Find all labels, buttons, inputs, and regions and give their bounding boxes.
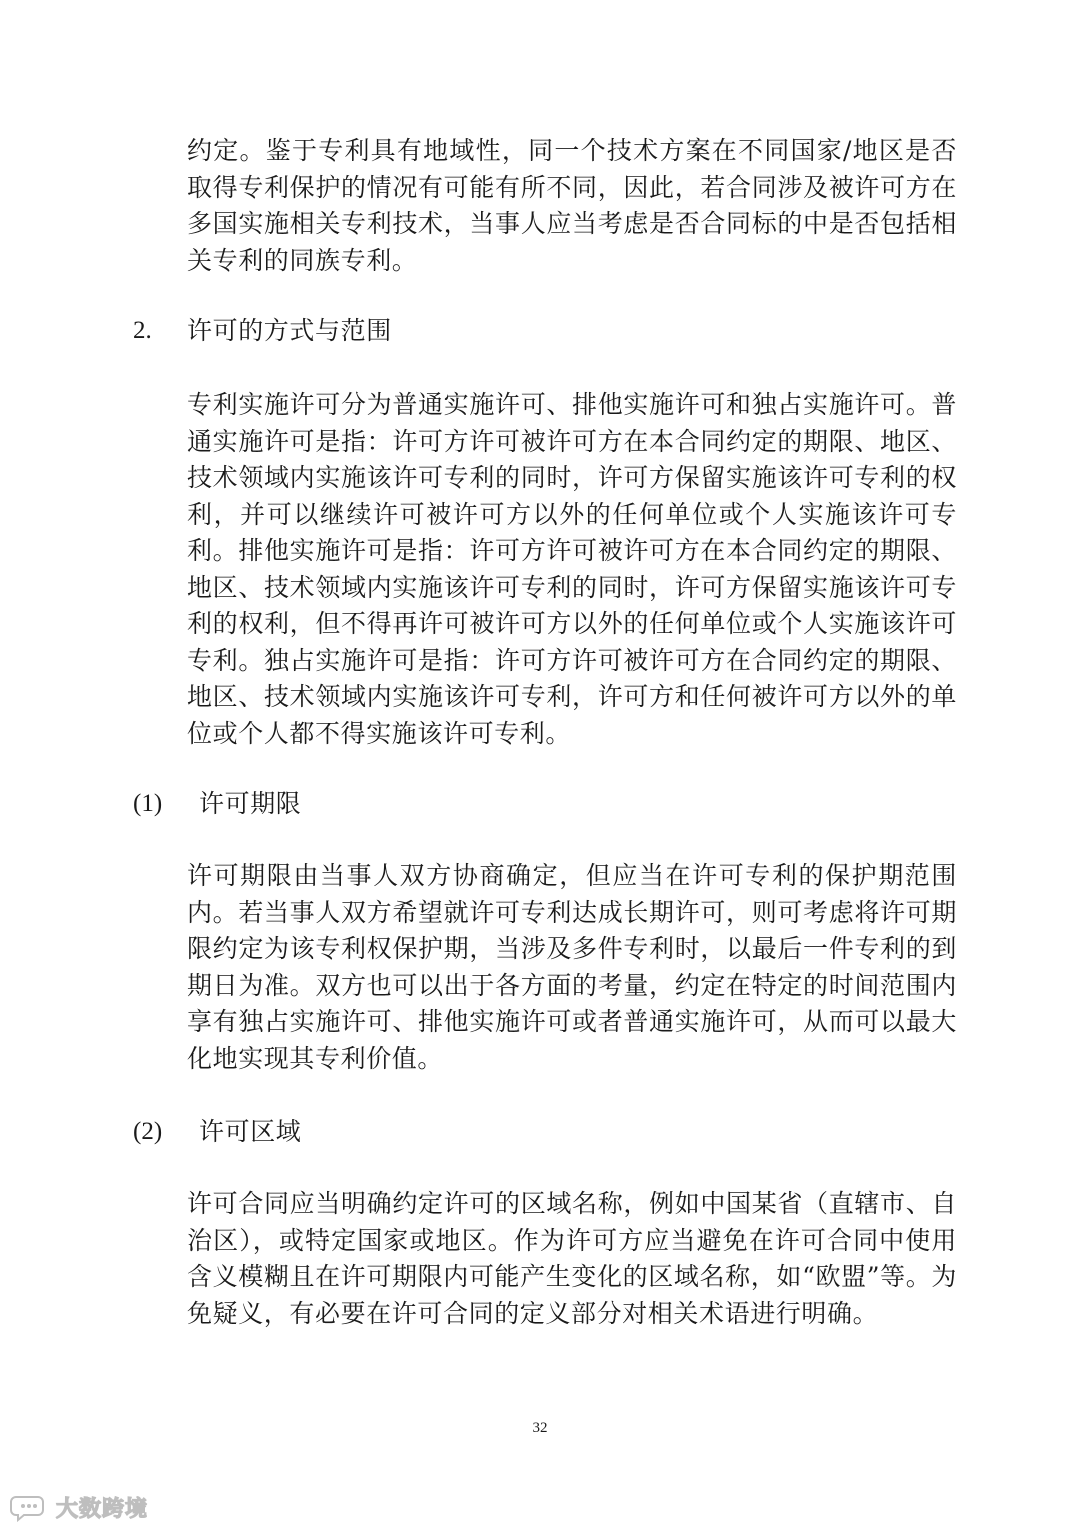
subsection-number: (2) <box>133 1118 163 1145</box>
subsection-title: 许可区域 <box>199 1117 302 1146</box>
intro-paragraph: 约定。鉴于专利具有地域性，同一个技术方案在不同国家/地区是否取得专利保护的情况有可能有所不同，因此，若合同涉及被许可方在多国实施相关专利技术，当事人应当考虑是否合同标的中是否包括相关专利的同族专利。 <box>187 136 957 275</box>
section-2-body: 专利实施许可分为普通实施许可、排他实施许可和独占实施许可。普通实施许可是指：许可方许可被许可方在本合同约定的期限、地区、技术领域内实施该许可专利的同时，许可方保留实施该许可专利的权利，并可以继续许可被许可方以外的任何单位或个人实施该许可专利。排他实施许可是指：许可方许可被许可方在本合同约定的期限、地区、技术领域内实施该许可专利的同时，许可方保留实施该许可专利的权利，但不得再许可被许可方以外的任何单位或个人实施该许可专利。独占实施许可是指：许可方许可被许可方在合同约定的期限、地区、技术领域内实施该许可专利，许可方和任何被许可方以外的单位或个人都不得实施该许可专利。 <box>187 390 957 748</box>
subsection-2-body: 许可合同应当明确约定许可的区域名称，例如中国某省（直辖市、自治区），或特定国家或地区。作为许可方应当避免在许可合同中使用含义模糊且在许可期限内可能产生变化的区域名称，如“欧盟”等。为免疑义，有必要在许可合同的定义部分对相关术语进行明确。 <box>187 1189 957 1328</box>
subsection-heading-2 <box>133 1114 433 1150</box>
subsection-title: 许可期限 <box>199 789 302 818</box>
section-number: 2. <box>133 317 152 344</box>
subsection-number: (1) <box>133 790 163 817</box>
watermark-text: 大数跨境 <box>56 1496 149 1522</box>
section-heading-2 <box>133 313 433 349</box>
chat-bubble-logo-icon <box>10 1492 50 1522</box>
page-number: 32 <box>532 1420 548 1436</box>
subsection-heading-1 <box>133 786 433 822</box>
subsection-1-body: 许可期限由当事人双方协商确定，但应当在许可专利的保护期范围内。若当事人双方希望就许可专利达成长期许可，则可考虑将许可期限约定为该专利权保护期，当涉及多件专利时，以最后一件专利的到期日为准。双方也可以出于各方面的考量，约定在特定的时间范围内享有独占实施许可、排他实施许可或者普通实施许可，从而可以最大化地实现其专利价值。 <box>187 861 957 1073</box>
section-title: 许可的方式与范围 <box>187 316 392 345</box>
watermark <box>10 1490 148 1524</box>
